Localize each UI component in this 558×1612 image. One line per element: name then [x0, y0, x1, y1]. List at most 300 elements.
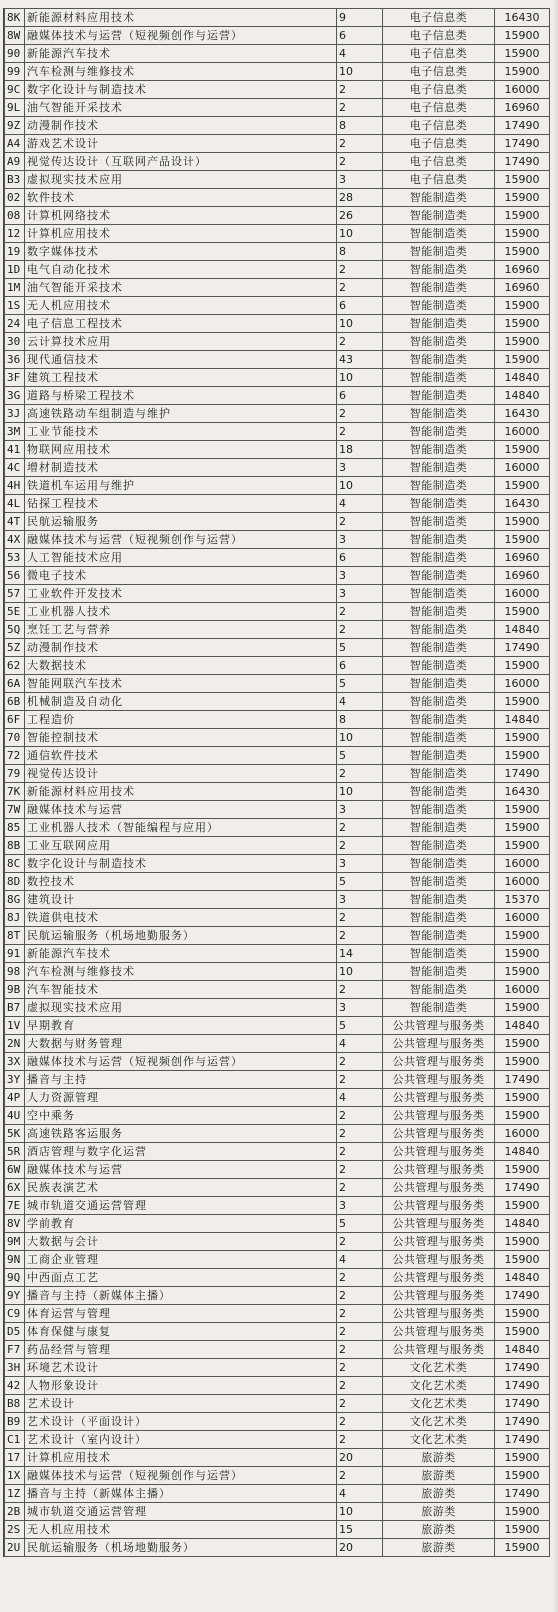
major-category: 智能制造类 [383, 999, 495, 1017]
major-category: 公共管理与服务类 [383, 1323, 495, 1341]
table-row [5, 747, 550, 765]
major-category: 文化艺术类 [383, 1377, 495, 1395]
major-name: 现代通信技术 [25, 351, 337, 369]
tuition-fee: 15900 [495, 603, 550, 621]
major-category: 智能制造类 [383, 531, 495, 549]
tuition-fee: 15900 [495, 657, 550, 675]
major-category: 智能制造类 [383, 369, 495, 387]
major-code: 6F [5, 711, 25, 729]
major-category: 智能制造类 [383, 405, 495, 423]
major-code: 3F [5, 369, 25, 387]
major-code: 1M [5, 279, 25, 297]
major-code: 12 [5, 225, 25, 243]
tuition-fee: 16000 [495, 909, 550, 927]
tuition-fee: 16430 [495, 783, 550, 801]
tuition-fee: 15900 [495, 1089, 550, 1107]
table-row [5, 495, 550, 513]
major-code: 7E [5, 1197, 25, 1215]
major-code: 6X [5, 1179, 25, 1197]
major-name: 虚拟现实技术应用 [25, 171, 337, 189]
tuition-fee: 14840 [495, 1143, 550, 1161]
table-row [5, 369, 550, 387]
plan-count: 2 [337, 909, 383, 927]
major-category: 公共管理与服务类 [383, 1251, 495, 1269]
tuition-fee: 15900 [495, 819, 550, 837]
tuition-fee: 17490 [495, 1413, 550, 1431]
major-name: 城市轨道交通运营管理 [25, 1503, 337, 1521]
table-row [5, 639, 550, 657]
table-row [5, 243, 550, 261]
plan-count: 5 [337, 873, 383, 891]
tuition-fee: 17490 [495, 639, 550, 657]
plan-count: 4 [337, 1485, 383, 1503]
plan-count: 4 [337, 45, 383, 63]
table-row [5, 1143, 550, 1161]
major-category: 智能制造类 [383, 207, 495, 225]
major-category: 公共管理与服务类 [383, 1071, 495, 1089]
major-name: 融媒体技术与运营（短视频创作与运营） [25, 1053, 337, 1071]
plan-count: 3 [337, 171, 383, 189]
major-code: B7 [5, 999, 25, 1017]
table-row [5, 1035, 550, 1053]
major-code: 9C [5, 81, 25, 99]
major-category: 公共管理与服务类 [383, 1215, 495, 1233]
plan-count: 18 [337, 441, 383, 459]
major-category: 智能制造类 [383, 621, 495, 639]
major-name: 体育运营与管理 [25, 1305, 337, 1323]
plan-count: 10 [337, 477, 383, 495]
tuition-fee: 15900 [495, 351, 550, 369]
major-code: 3X [5, 1053, 25, 1071]
plan-count: 4 [337, 1089, 383, 1107]
tuition-fee: 17490 [495, 1377, 550, 1395]
major-name: 云计算技术应用 [25, 333, 337, 351]
admission-plan-sheet [3, 8, 550, 1557]
major-name: 民航运输服务 [25, 513, 337, 531]
page-edge-shadow [552, 0, 558, 1612]
major-code: C1 [5, 1431, 25, 1449]
major-code: 08 [5, 207, 25, 225]
major-category: 公共管理与服务类 [383, 1089, 495, 1107]
major-name: 工程造价 [25, 711, 337, 729]
table-row [5, 351, 550, 369]
major-name: 民航运输服务（机场地勤服务） [25, 927, 337, 945]
plan-count: 6 [337, 387, 383, 405]
table-row [5, 729, 550, 747]
major-name: 工业机器人技术 [25, 603, 337, 621]
table-row [5, 1431, 550, 1449]
plan-count: 2 [337, 279, 383, 297]
tuition-fee: 14840 [495, 1017, 550, 1035]
table-row [5, 1503, 550, 1521]
plan-count: 6 [337, 27, 383, 45]
major-category: 公共管理与服务类 [383, 1179, 495, 1197]
major-code: 98 [5, 963, 25, 981]
major-category: 旅游类 [383, 1521, 495, 1539]
major-name: 融媒体技术与运营（短视频创作与运营） [25, 531, 337, 549]
major-code: 4C [5, 459, 25, 477]
major-category: 智能制造类 [383, 801, 495, 819]
tuition-fee: 15900 [495, 1197, 550, 1215]
major-name: 数字媒体技术 [25, 243, 337, 261]
major-category: 公共管理与服务类 [383, 1107, 495, 1125]
tuition-fee: 16000 [495, 585, 550, 603]
major-code: 8D [5, 873, 25, 891]
major-category: 智能制造类 [383, 297, 495, 315]
majors-table-body [5, 9, 550, 1557]
major-category: 智能制造类 [383, 693, 495, 711]
major-name: 早期教育 [25, 1017, 337, 1035]
plan-count: 5 [337, 675, 383, 693]
tuition-fee: 15900 [495, 693, 550, 711]
major-category: 文化艺术类 [383, 1359, 495, 1377]
major-code: B3 [5, 171, 25, 189]
major-name: 高速铁路动车组制造与维护 [25, 405, 337, 423]
major-category: 公共管理与服务类 [383, 1233, 495, 1251]
plan-count: 8 [337, 243, 383, 261]
major-name: 汽车检测与维修技术 [25, 63, 337, 81]
tuition-fee: 15900 [495, 999, 550, 1017]
major-code: 8G [5, 891, 25, 909]
tuition-fee: 14840 [495, 621, 550, 639]
tuition-fee: 15900 [495, 747, 550, 765]
major-code: 1D [5, 261, 25, 279]
plan-count: 10 [337, 729, 383, 747]
tuition-fee: 15900 [495, 1503, 550, 1521]
table-row [5, 261, 550, 279]
major-name: 人力资源管理 [25, 1089, 337, 1107]
tuition-fee: 15900 [495, 63, 550, 81]
tuition-fee: 17490 [495, 153, 550, 171]
tuition-fee: 16960 [495, 549, 550, 567]
major-name: 软件技术 [25, 189, 337, 207]
major-code: 1Z [5, 1485, 25, 1503]
major-category: 公共管理与服务类 [383, 1161, 495, 1179]
major-name: 大数据技术 [25, 657, 337, 675]
tuition-fee: 15900 [495, 1467, 550, 1485]
table-row [5, 909, 550, 927]
tuition-fee: 14840 [495, 1269, 550, 1287]
major-code: 53 [5, 549, 25, 567]
major-code: 2S [5, 1521, 25, 1539]
plan-count: 2 [337, 1233, 383, 1251]
major-category: 智能制造类 [383, 495, 495, 513]
plan-count: 10 [337, 225, 383, 243]
table-row [5, 171, 550, 189]
major-category: 智能制造类 [383, 981, 495, 999]
tuition-fee: 16000 [495, 981, 550, 999]
tuition-fee: 15900 [495, 963, 550, 981]
major-name: 工业机器人技术（智能编程与应用） [25, 819, 337, 837]
major-code: 7K [5, 783, 25, 801]
major-category: 电子信息类 [383, 99, 495, 117]
plan-count: 2 [337, 1431, 383, 1449]
table-row [5, 225, 550, 243]
major-code: 5K [5, 1125, 25, 1143]
plan-count: 3 [337, 801, 383, 819]
plan-count: 2 [337, 1323, 383, 1341]
table-row [5, 513, 550, 531]
plan-count: 2 [337, 1269, 383, 1287]
major-code: 85 [5, 819, 25, 837]
tuition-fee: 15900 [495, 801, 550, 819]
major-category: 公共管理与服务类 [383, 1035, 495, 1053]
major-code: 8J [5, 909, 25, 927]
major-code: 4X [5, 531, 25, 549]
major-category: 智能制造类 [383, 837, 495, 855]
major-category: 智能制造类 [383, 243, 495, 261]
major-category: 智能制造类 [383, 333, 495, 351]
tuition-fee: 15900 [495, 945, 550, 963]
table-row [5, 1233, 550, 1251]
tuition-fee: 17490 [495, 1359, 550, 1377]
table-row [5, 1395, 550, 1413]
major-code: 6W [5, 1161, 25, 1179]
tuition-fee: 15900 [495, 1053, 550, 1071]
major-name: 人物形象设计 [25, 1377, 337, 1395]
major-category: 旅游类 [383, 1503, 495, 1521]
tuition-fee: 17490 [495, 117, 550, 135]
table-row [5, 99, 550, 117]
major-code: A4 [5, 135, 25, 153]
major-category: 公共管理与服务类 [383, 1305, 495, 1323]
major-code: 79 [5, 765, 25, 783]
plan-count: 2 [337, 1413, 383, 1431]
major-code: 8C [5, 855, 25, 873]
major-name: 工业软件开发技术 [25, 585, 337, 603]
table-row [5, 1449, 550, 1467]
tuition-fee: 16960 [495, 567, 550, 585]
tuition-fee: 17490 [495, 1287, 550, 1305]
major-name: 民航运输服务（机场地勤服务） [25, 1539, 337, 1557]
plan-count: 10 [337, 1503, 383, 1521]
major-code: 8K [5, 9, 25, 27]
tuition-fee: 17490 [495, 1431, 550, 1449]
plan-count: 14 [337, 945, 383, 963]
plan-count: 10 [337, 63, 383, 81]
major-category: 电子信息类 [383, 9, 495, 27]
major-code: 72 [5, 747, 25, 765]
major-name: 数字化设计与制造技术 [25, 855, 337, 873]
major-name: 视觉传达设计（互联网产品设计） [25, 153, 337, 171]
table-row [5, 657, 550, 675]
table-row [5, 1161, 550, 1179]
plan-count: 3 [337, 999, 383, 1017]
tuition-fee: 15900 [495, 1539, 550, 1557]
major-category: 智能制造类 [383, 819, 495, 837]
tuition-fee: 15900 [495, 1305, 550, 1323]
plan-count: 2 [337, 1107, 383, 1125]
major-name: 融媒体技术与运营（短视频创作与运营） [25, 27, 337, 45]
major-code: 62 [5, 657, 25, 675]
table-row [5, 1359, 550, 1377]
table-row [5, 603, 550, 621]
major-category: 公共管理与服务类 [383, 1053, 495, 1071]
table-row [5, 1287, 550, 1305]
major-name: 虚拟现实技术应用 [25, 999, 337, 1017]
major-name: 动漫制作技术 [25, 639, 337, 657]
major-name: 增材制造技术 [25, 459, 337, 477]
major-name: 工商企业管理 [25, 1251, 337, 1269]
major-category: 智能制造类 [383, 783, 495, 801]
tuition-fee: 15900 [495, 837, 550, 855]
table-row [5, 567, 550, 585]
major-code: 9Z [5, 117, 25, 135]
major-code: 3M [5, 423, 25, 441]
plan-count: 2 [337, 1341, 383, 1359]
plan-count: 5 [337, 747, 383, 765]
major-category: 电子信息类 [383, 171, 495, 189]
table-row [5, 819, 550, 837]
table-row [5, 1323, 550, 1341]
major-code: B8 [5, 1395, 25, 1413]
table-row [5, 1377, 550, 1395]
major-code: 1V [5, 1017, 25, 1035]
table-row [5, 1521, 550, 1539]
table-row [5, 855, 550, 873]
major-name: 汽车检测与维修技术 [25, 963, 337, 981]
major-name: 计算机应用技术 [25, 225, 337, 243]
major-category: 智能制造类 [383, 729, 495, 747]
major-name: 钻探工程技术 [25, 495, 337, 513]
plan-count: 3 [337, 891, 383, 909]
table-row [5, 999, 550, 1017]
major-category: 文化艺术类 [383, 1413, 495, 1431]
plan-count: 28 [337, 189, 383, 207]
table-row [5, 207, 550, 225]
plan-count: 2 [337, 81, 383, 99]
plan-count: 2 [337, 513, 383, 531]
plan-count: 2 [337, 927, 383, 945]
table-row [5, 63, 550, 81]
plan-count: 2 [337, 423, 383, 441]
major-name: 药品经营与管理 [25, 1341, 337, 1359]
major-code: 70 [5, 729, 25, 747]
major-name: 建筑设计 [25, 891, 337, 909]
tuition-fee: 15900 [495, 477, 550, 495]
tuition-fee: 14840 [495, 1215, 550, 1233]
plan-count: 3 [337, 567, 383, 585]
tuition-fee: 15900 [495, 315, 550, 333]
tuition-fee: 15900 [495, 441, 550, 459]
table-row [5, 873, 550, 891]
major-name: 新能源汽车技术 [25, 45, 337, 63]
major-category: 旅游类 [383, 1467, 495, 1485]
major-category: 智能制造类 [383, 603, 495, 621]
table-row [5, 333, 550, 351]
major-name: 汽车智能技术 [25, 981, 337, 999]
plan-count: 2 [337, 819, 383, 837]
major-category: 智能制造类 [383, 675, 495, 693]
major-code: 4U [5, 1107, 25, 1125]
tuition-fee: 15900 [495, 927, 550, 945]
major-code: 42 [5, 1377, 25, 1395]
table-row [5, 135, 550, 153]
major-code: 90 [5, 45, 25, 63]
major-category: 智能制造类 [383, 855, 495, 873]
plan-count: 10 [337, 783, 383, 801]
table-row [5, 693, 550, 711]
plan-count: 6 [337, 657, 383, 675]
major-category: 智能制造类 [383, 585, 495, 603]
major-name: 铁道供电技术 [25, 909, 337, 927]
table-row [5, 315, 550, 333]
major-name: 无人机应用技术 [25, 297, 337, 315]
major-name: 大数据与财务管理 [25, 1035, 337, 1053]
table-row [5, 891, 550, 909]
major-code: 4L [5, 495, 25, 513]
plan-count: 20 [337, 1449, 383, 1467]
tuition-fee: 16430 [495, 495, 550, 513]
table-row [5, 981, 550, 999]
tuition-fee: 16430 [495, 405, 550, 423]
major-code: 8B [5, 837, 25, 855]
major-category: 电子信息类 [383, 27, 495, 45]
plan-count: 3 [337, 855, 383, 873]
tuition-fee: 16000 [495, 855, 550, 873]
plan-count: 43 [337, 351, 383, 369]
major-code: 4H [5, 477, 25, 495]
plan-count: 3 [337, 1197, 383, 1215]
plan-count: 2 [337, 1125, 383, 1143]
tuition-fee: 15900 [495, 225, 550, 243]
major-code: 5R [5, 1143, 25, 1161]
plan-count: 2 [337, 153, 383, 171]
major-category: 文化艺术类 [383, 1395, 495, 1413]
plan-count: 8 [337, 711, 383, 729]
table-row [5, 1017, 550, 1035]
plan-count: 2 [337, 99, 383, 117]
major-category: 旅游类 [383, 1485, 495, 1503]
major-name: 艺术设计 [25, 1395, 337, 1413]
tuition-fee: 15900 [495, 189, 550, 207]
major-code: 3H [5, 1359, 25, 1377]
major-category: 智能制造类 [383, 909, 495, 927]
major-name: 艺术设计（平面设计） [25, 1413, 337, 1431]
major-category: 电子信息类 [383, 117, 495, 135]
tuition-fee: 15900 [495, 531, 550, 549]
tuition-fee: 14840 [495, 1341, 550, 1359]
major-category: 智能制造类 [383, 513, 495, 531]
tuition-fee: 15900 [495, 1521, 550, 1539]
tuition-fee: 15900 [495, 729, 550, 747]
major-name: 播音与主持（新媒体主播） [25, 1485, 337, 1503]
table-row [5, 801, 550, 819]
table-row [5, 1251, 550, 1269]
plan-count: 2 [337, 261, 383, 279]
major-code: 3Y [5, 1071, 25, 1089]
major-name: 融媒体技术与运营 [25, 1161, 337, 1179]
major-code: 9Q [5, 1269, 25, 1287]
major-name: 空中乘务 [25, 1107, 337, 1125]
major-name: 环境艺术设计 [25, 1359, 337, 1377]
plan-count: 2 [337, 621, 383, 639]
major-code: 17 [5, 1449, 25, 1467]
table-row [5, 405, 550, 423]
major-code: 2U [5, 1539, 25, 1557]
major-code: 57 [5, 585, 25, 603]
table-row [5, 531, 550, 549]
plan-count: 2 [337, 333, 383, 351]
plan-count: 2 [337, 405, 383, 423]
major-code: 99 [5, 63, 25, 81]
plan-count: 9 [337, 9, 383, 27]
major-code: 19 [5, 243, 25, 261]
major-name: 建筑工程技术 [25, 369, 337, 387]
tuition-fee: 16000 [495, 1125, 550, 1143]
plan-count: 10 [337, 315, 383, 333]
major-code: 8V [5, 1215, 25, 1233]
